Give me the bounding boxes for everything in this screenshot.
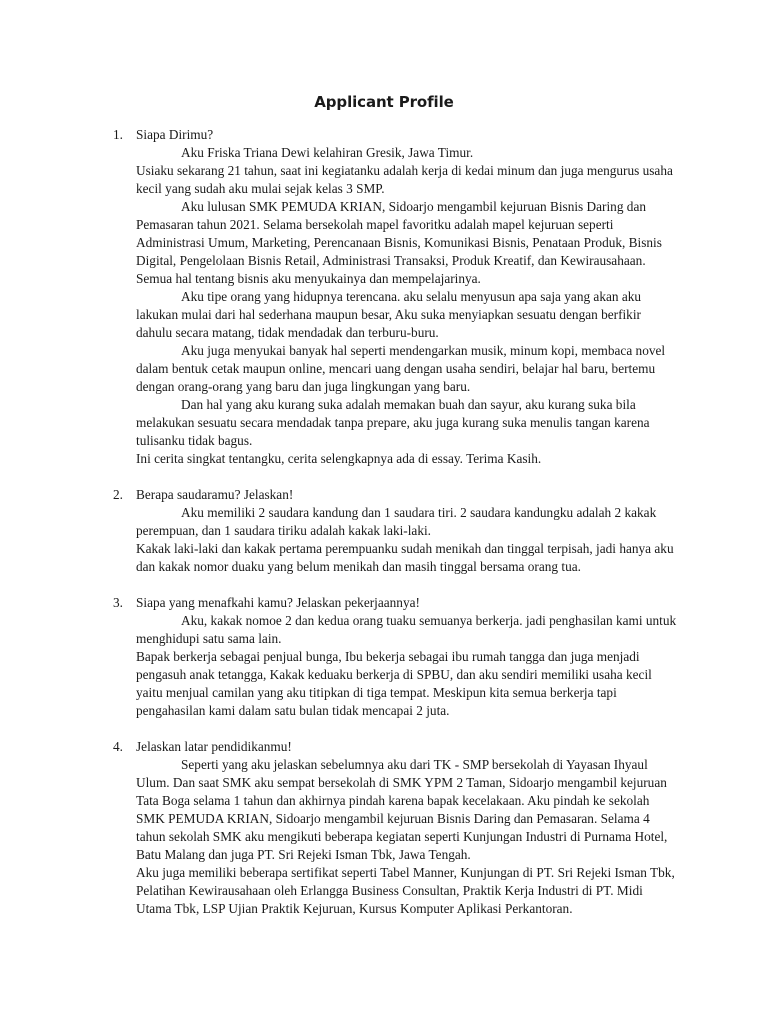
section-question: Siapa Dirimu?: [136, 127, 214, 142]
paragraph: Ini cerita singkat tentangku, cerita selengkapnya ada di essay. Terima Kasih.: [136, 451, 542, 466]
paragraph: Aku, kakak nomoe 2 dan kedua orang tuaku semuanya berkerja. jadi penghasilan kami untuk menghidupi satu sama lain.: [136, 613, 677, 646]
section-question: Jelaskan latar pendidikanmu!: [136, 739, 292, 754]
paragraph: Bapak berkerja sebagai penjual bunga, Ibu bekerja sebagai ibu rumah tangga dan juga menjadi pengasuh anak tetangga, Kakak keduaku berkerja di SPBU, dan aku sendiri memiliki usaha kecil yaitu menjual camilan yang aku titipkan di tiga tempat. Meskipun kita semua berkerja tapi pengahasilan kami dalam satu bulan tidak mencapai 2 juta.: [136, 649, 652, 718]
paragraph: Aku lulusan SMK PEMUDA KRIAN, Sidoarjo mengambil kejuruan Bisnis Daring dan Pemasaran tahun 2021. Selama bersekolah mapel favoritku adalah mapel kejuruan seperti Administrasi Umum, Marketing, Perencanaan Bisnis, Komunikasi Bisnis, Penataan Produk, Bisnis Digital, Pengelolaan Bisnis Retail, Administrasi Transaksi, Produk Kreatif, dan Kewirausahaan. Semua hal tentang bisnis aku menyukainya dan mempelajarinya.: [136, 199, 662, 286]
section-2: [0, 486, 768, 576]
document-body: [0, 126, 768, 936]
paragraph: Aku juga menyukai banyak hal seperti mendengarkan musik, minum kopi, membaca novel dalam bentuk cetak maupun online, mencari uang dengan usaha sendiri, belajar hal baru, bertemu dengan orang-orang yang baru dan juga lingkungan yang baru.: [136, 343, 666, 394]
section-number: 3.: [113, 595, 123, 610]
paragraph: Seperti yang aku jelaskan sebelumnya aku dari TK - SMP bersekolah di Yayasan Ihyaul Ulum. Dan saat SMK aku sempat bersekolah di SMK YPM 2 Taman, Sidoarjo mengambil kejuruan Tata Boga selama 1 tahun dan akhirnya pindah karena bapak kecelakaan. Aku pindah ke sekolah SMK PEMUDA KRIAN, Sidoarjo mengambil kejuruan Bisnis Daring dan Pemasaran. Selama 4 tahun sekolah SMK aku mengikuti beberapa kegiatan seperti Kunjungan Industri di Purnama Hotel, Batu Malang dan juga PT. Sri Rejeki Isman Tbk, Jawa Tengah.: [136, 757, 668, 862]
section-question: Siapa yang menafkahi kamu? Jelaskan pekerjaannya!: [136, 595, 420, 610]
section-question: Berapa saudaramu? Jelaskan!: [136, 487, 294, 502]
paragraph: Aku tipe orang yang hidupnya terencana. aku selalu menyusun apa saja yang akan aku lakukan mulai dari hal sederhana maupun besar, Aku suka menyiapkan sesuatu dengan berfikir dahulu secara matang, tidak mendadak dan terburu-buru.: [136, 289, 642, 340]
paragraph: Aku Friska Triana Dewi kelahiran Gresik, Jawa Timur.: [181, 145, 474, 160]
paragraph: Usiaku sekarang 21 tahun, saat ini kegiatanku adalah kerja di kedai minum dan juga mengurus usaha kecil yang sudah aku mulai sejak kelas 3 SMP.: [136, 163, 673, 196]
section-4: [0, 738, 768, 918]
paragraph: Aku memiliki 2 saudara kandung dan 1 saudara tiri. 2 saudara kandungku adalah 2 kakak perempuan, dan 1 saudara tiriku adalah kakak laki-laki.: [136, 505, 657, 538]
paragraph: Kakak laki-laki dan kakak pertama perempuanku sudah menikah dan tinggal terpisah, jadi hanya aku dan kakak nomor duaku yang belum menikah dan masih tinggal bersama orang tua.: [136, 541, 674, 574]
paragraph: Dan hal yang aku kurang suka adalah memakan buah dan sayur, aku kurang suka bila melakukan sesuatu secara mendadak tanpa prepare, aku juga kurang suka menulis tangan karena tulisanku tidak bagus.: [136, 397, 650, 448]
section-1: [0, 126, 768, 468]
paragraph: Aku juga memiliki beberapa sertifikat seperti Tabel Manner, Kunjungan di PT. Sri Rejeki Isman Tbk, Pelatihan Kewirausahaan oleh Erlangga Business Consultan, Praktik Kerja Industri di PT. Midi Utama Tbk, LSP Ujian Praktik Kejuruan, Kursus Komputer Aplikasi Perkantoran.: [136, 865, 675, 916]
section-number: 2.: [113, 487, 123, 502]
page-title: Applicant Profile: [314, 93, 454, 111]
section-number: 4.: [113, 739, 123, 754]
section-3: [0, 594, 768, 720]
section-number: 1.: [113, 127, 123, 142]
